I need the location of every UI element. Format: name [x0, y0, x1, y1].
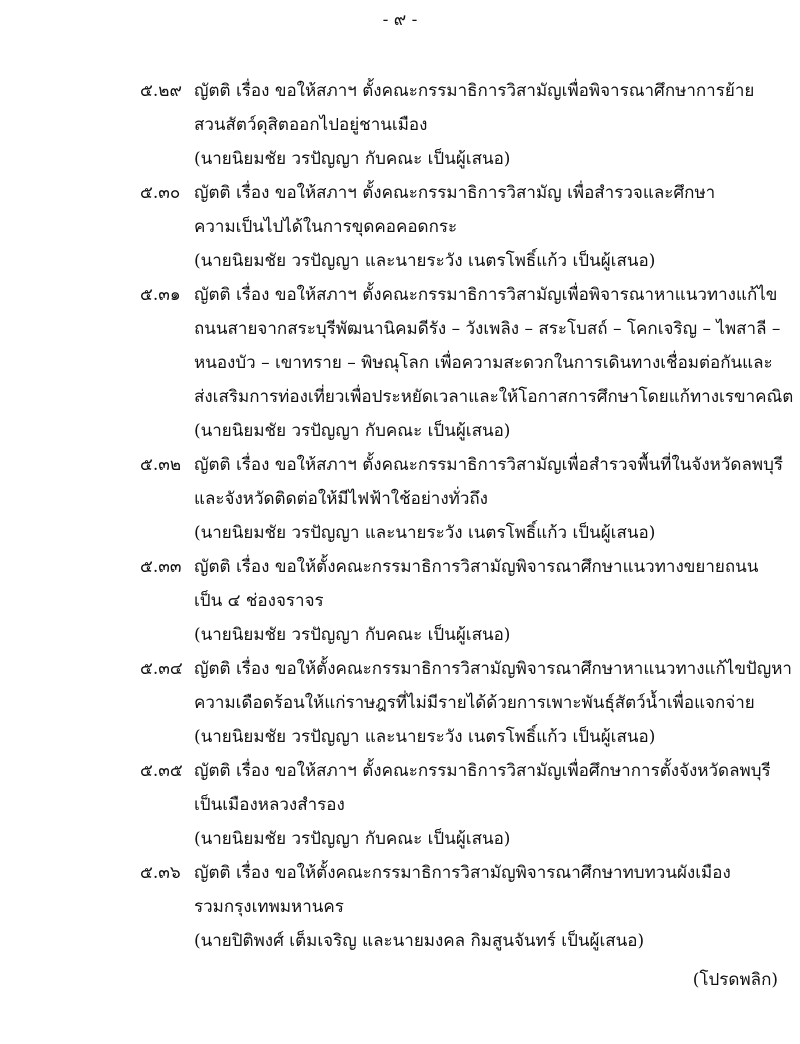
motion-text-line: ญัตติ เรื่อง ขอให้สภาฯ ตั้งคณะกรรมาธิการวิสามัญเพื่อศึกษาการตั้งจังหวัดลพบุรี: [194, 761, 771, 781]
motion-body: [194, 278, 793, 448]
motion-text-line: ญัตติ เรื่อง ขอให้สภาฯ ตั้งคณะกรรมาธิการวิสามัญเพื่อพิจารณาหาแนวทางแก้ไข: [194, 285, 778, 305]
page-number: - ๙ -: [382, 10, 418, 30]
motion-text-line: หนองบัว – เขาทราย – พิษณุโลก เพื่อความสะดวกในการเดินทางเชื่อมต่อกันและ: [194, 353, 773, 373]
motion-body: [194, 856, 780, 958]
motion-proposer: (นายนิยมชัย วรปัญญา กับคณะ เป็นผู้เสนอ): [194, 149, 511, 169]
motion-body: [194, 448, 783, 550]
motion-text-line: และจังหวัดติดต่อให้มีไฟฟ้าใช้อย่างทั่วถึง: [194, 489, 488, 509]
motion-item: [140, 176, 780, 278]
motion-number: ๕.๒๙: [140, 81, 182, 101]
motion-body: [194, 550, 780, 652]
motion-number: ๕.๓๒: [140, 455, 182, 475]
motion-item: [140, 652, 792, 754]
motion-text-line: เป็นเมืองหลวงสำรอง: [194, 795, 345, 815]
motion-text-line: ญัตติ เรื่อง ขอให้ตั้งคณะกรรมาธิการวิสามัญพิจารณาศึกษาหาแนวทางแก้ไขปัญหา: [194, 659, 792, 679]
motion-number: ๕.๓๖: [140, 863, 181, 883]
motion-proposer: (นายนิยมชัย วรปัญญา กับคณะ เป็นผู้เสนอ): [194, 421, 511, 441]
motion-text-line: ญัตติ เรื่อง ขอให้ตั้งคณะกรรมาธิการวิสามัญพิจารณาศึกษาทบทวนผังเมือง: [194, 863, 731, 883]
please-turn-over-note: (โปรดพลิก): [692, 970, 778, 990]
motion-text-line: รวมกรุงเทพมหานคร: [194, 897, 344, 917]
motion-body: [194, 754, 780, 856]
motion-proposer: (นายนิยมชัย วรปัญญา กับคณะ เป็นผู้เสนอ): [194, 829, 511, 849]
motion-proposer: (นายนิยมชัย วรปัญญา และนายระวัง เนตรโพธิ์แก้ว เป็นผู้เสนอ): [194, 523, 656, 543]
motion-text-line: ญัตติ เรื่อง ขอให้สภาฯ ตั้งคณะกรรมาธิการวิสามัญเพื่อพิจารณาศึกษาการย้าย: [194, 81, 755, 101]
motion-text-line: ญัตติ เรื่อง ขอให้สภาฯ ตั้งคณะกรรมาธิการวิสามัญ เพื่อสำรวจและศึกษา: [194, 183, 716, 203]
motion-item: [140, 754, 780, 856]
motion-text-line: ความเป็นไปได้ในการขุดคอคอดกระ: [194, 217, 458, 237]
motion-number: ๕.๓๓: [140, 557, 182, 577]
motion-list: [140, 74, 794, 958]
motion-body: [194, 652, 792, 754]
motion-item: [140, 448, 784, 550]
motion-proposer: (นายนิยมชัย วรปัญญา และนายระวัง เนตรโพธิ์แก้ว เป็นผู้เสนอ): [194, 727, 656, 747]
motion-text-line: สวนสัตว์ดุสิตออกไปอยู่ชานเมือง: [194, 115, 428, 135]
motion-proposer: (นายนิยมชัย วรปัญญา และนายระวัง เนตรโพธิ์แก้ว เป็นผู้เสนอ): [194, 251, 656, 271]
motion-text-line: ญัตติ เรื่อง ขอให้ตั้งคณะกรรมาธิการวิสามัญพิจารณาศึกษาแนวทางขยายถนน: [194, 557, 759, 577]
motion-number: ๕.๓๑: [140, 285, 181, 305]
motion-number: ๕.๓๐: [140, 183, 181, 203]
motion-text-line: ส่งเสริมการท่องเที่ยวเพื่อประหยัดเวลาและให้โอกาสการศึกษาโดยแก้ทางเรขาคณิต: [194, 387, 794, 407]
motion-proposer: (นายปิติพงศ์ เต็มเจริญ และนายมงคล กิมสูนจันทร์ เป็นผู้เสนอ): [194, 931, 645, 951]
motion-body: [194, 176, 780, 278]
motion-text-line: ถนนสายจากสระบุรีพัฒนานิคมดีรัง – วังเพลิง – สระโบสถ์ – โคกเจริญ – ไพสาลี –: [194, 319, 781, 339]
motion-number: ๕.๓๔: [140, 659, 183, 679]
motion-number: ๕.๓๕: [140, 761, 183, 781]
motion-text-line: ญัตติ เรื่อง ขอให้สภาฯ ตั้งคณะกรรมาธิการวิสามัญเพื่อสำรวจพื้นที่ในจังหวัดลพบุรี: [194, 455, 784, 475]
motion-item: [140, 74, 780, 176]
motion-proposer: (นายนิยมชัย วรปัญญา กับคณะ เป็นผู้เสนอ): [194, 625, 511, 645]
motion-item: [140, 550, 780, 652]
motion-text-line: ความเดือดร้อนให้แก่ราษฎรที่ไม่มีรายได้ด้วยการเพาะพันธุ์สัตว์น้ำเพื่อแจกจ่าย: [194, 693, 755, 713]
motion-item: [140, 856, 780, 958]
motion-item: [140, 278, 794, 448]
motion-text-line: เป็น ๔ ช่องจราจร: [194, 591, 324, 611]
motion-body: [194, 74, 780, 176]
